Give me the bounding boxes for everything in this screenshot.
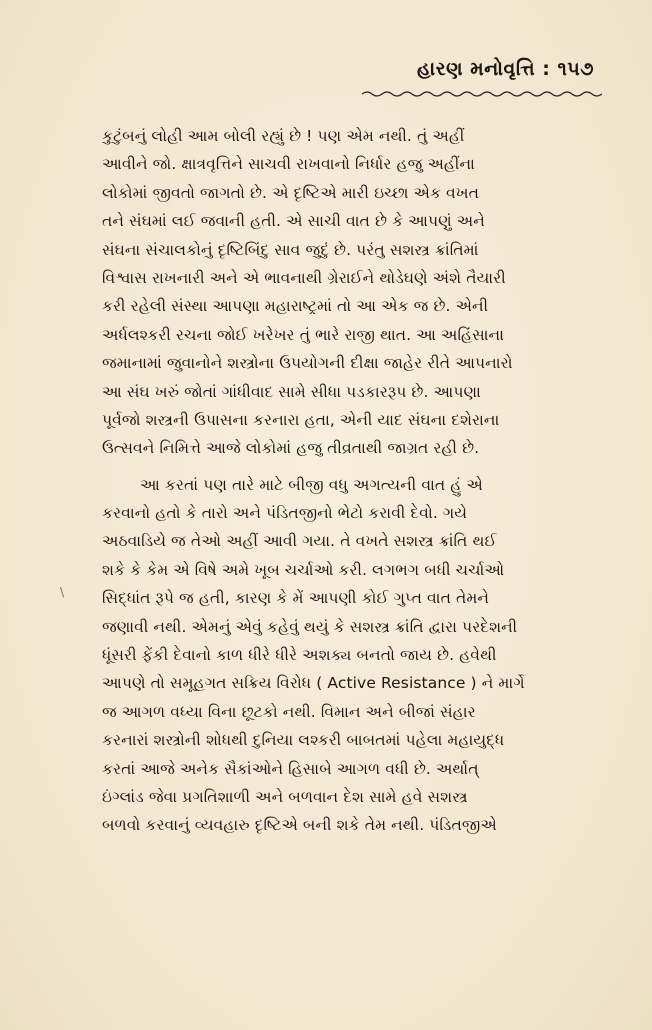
text-line: કુટુંબનું લોહી આમ બોલી રહ્યું છે ! પણ એમ નથી. તું અહીં [102,127,465,145]
text-line: પૂર્વજો શસ્ત્રની ઉપાસના કરનારા હતા, એની યાદ સંઘના દશેરાના [102,410,500,429]
text-line: તને સંઘમાં લઈ જવાની હતી. એ સાચી વાત છે કે આપણું અને [102,212,485,231]
paragraph-1 [102,122,600,463]
body-text [102,122,600,840]
text-line: કરતાં આજે અનેક સૈકાંઓને હિસાબે આગળ વધી છે. અર્થાત્ [102,759,479,778]
text-line: સંઘના સંચાલકોનું દૃષ્ટિબિંદુ સાવ જુદું છે. પરંતુ સશસ્ત્ર ક્રાંતિમાં [102,240,479,259]
paragraph-spacer [102,463,600,471]
text-line: આ સંઘ ખરું જોતાં ગાંધીવાદ સામે સીધા પડકારરૂપ છે. આપણા [102,382,481,401]
text-line: શકે કે કેમ એ વિષે અમે ખૂબ ચર્ચાઓ કરી. લગભગ બધી ચર્ચાઓ [102,560,505,579]
paragraph-2 [102,471,600,840]
text-line: ધૂંસરી ફેંકી દેવાનો કાળ ધીરે ધીરે અશક્ય બનતો જાય છે. હવેથી [102,646,497,665]
text-line: જમાનામાં જુવાનોને શસ્ત્રોના ઉપયોગની દીક્ષા જાહેર રીતે આપનારો [102,354,513,373]
text-line: ઇંગ્લાંડ જેવા પ્રગતિશાળી અને બળવાન દેશ સામે હવે સશસ્ત્ર [102,787,468,806]
text-line: જણાવી નથી. એમનું એવું કહેવું થયું કે સશસ્ત્ર ક્રાંતિ દ્વારા પરદેશની [102,617,518,636]
margin-mark: \ [60,585,65,599]
header-wavy-rule [362,90,602,98]
text-line: ઉત્સવને નિમિત્તે આજે લોકોમાં હજુ તીવ્રતાથી જાગ્રત રહી છે. [102,439,480,458]
text-line: અર્ધલશ્કરી રચના જોઈ ખરેખર તું ભારે રાજી થાત. આ અહિંસાના [102,325,504,344]
text-line: આ કરતાં પણ તારે માટે બીજી વધુ અગત્યની વાત હું એ [140,475,483,494]
text-line: કરનારાં શસ્ત્રોની શોધથી દુનિયા લશ્કરી બાબતમાં પહેલા મહાયુદ્ધ [102,731,505,750]
text-line: લોકોમાં જીવતો જાગતો છે. એ દૃષ્ટિએ મારી ઇચ્છા એક વખત [102,183,479,202]
text-line: જ આગળ વધ્યા વિના છૂટકો નથી. વિમાન અને બીજાં સંહાર [102,702,476,721]
text-line: સિદ્ધાંત રૂપે જ હતી, કારણ કે મેં આપણી કોઈ ગુપ્ત વાત તેમને [102,589,490,608]
text-line: બળવો કરવાનું વ્યવહારુ દૃષ્ટિએ બની શકે તેમ નથી. પંડિતજીએ [102,816,497,835]
text-line: આપણે તો સમૂહગત સક્રિય વિરોધ ( Active Resistance ) ને માર્ગે [102,674,525,693]
text-line: અઠવાડિયે જ તેઓ અહીં આવી ગયા. તે વખતે સશસ્ત્ર ક્રાંતિ થઈ [102,532,497,551]
running-header: હારણ મનોવૃત્તિ : ૧૫૭ [417,58,594,80]
text-line: વિશ્વાસ રાખનારી અને એ ભાવનાથી ગ્રેરાઈને થોડેઘણે અંશે તૈયારી [102,268,506,287]
text-line: આવીને જો. ક્ષાત્રવૃત્તિને સાચવી રાખવાનો નિર્ધાર હજુ અહીંના [102,155,475,174]
text-line: કરવાનો હતો કે તારો અને પંડિતજીનો ભેટો કરાવી દેવો. ગયે [102,504,468,523]
text-line: કરી રહેલી સંસ્થા આપણા મહારાષ્ટ્રમાં તો આ એક જ છે. એની [102,297,489,316]
